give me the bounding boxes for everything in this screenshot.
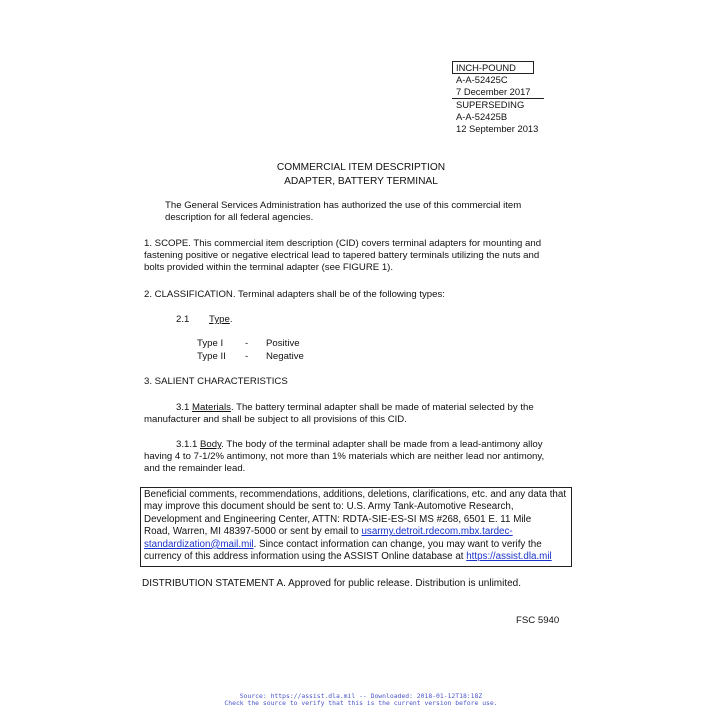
document-title: COMMERCIAL ITEM DESCRIPTION — [276, 162, 446, 173]
materials-line-1 — [176, 402, 534, 414]
scope-line-1: 1. SCOPE. This commercial item description (CID) covers terminal adapters for mounting and — [144, 238, 542, 249]
footer-source: Source: https://assist.dla.mil -- Downloaded: 2018-01-12T18:18Z — [239, 692, 483, 700]
classification-heading: 2. CLASSIFICATION. Terminal adapters shall be of the following types: — [144, 289, 445, 300]
type-label: Type II — [197, 351, 226, 362]
document-subtitle: ADAPTER, BATTERY TERMINAL — [284, 176, 438, 187]
materials-number: 3.1 — [176, 402, 193, 413]
body-text: . The body of the terminal adapter shall be made from a lead-antimony alloy — [221, 439, 543, 450]
superseded-number: A-A-52425B — [456, 111, 508, 122]
comments-line-4 — [144, 526, 576, 538]
comments-line-1: Beneficial comments, recommendations, additions, deletions, clarifications, etc. and any data that — [144, 489, 567, 500]
body-number: 3.1.1 — [176, 439, 201, 450]
superseded-date: 12 September 2013 — [456, 123, 539, 134]
type-subsection-title-text: Type — [209, 314, 230, 325]
materials-text: . The battery terminal adapter shall be made of material selected by the — [230, 402, 534, 413]
comments-text — [144, 489, 576, 563]
type-row — [0, 351, 722, 364]
superseding-label: SUPERSEDING — [456, 99, 525, 110]
scope-line-3: bolts provided within the terminal adapter (see FIGURE 1). — [144, 262, 394, 273]
distribution-statement: DISTRIBUTION STATEMENT A. Approved for public release. Distribution is unlimited. — [142, 578, 522, 589]
comments-line-2: may improve this document should be sent to: U.S. Army Tank-Automotive Research, — [144, 501, 514, 513]
email-link-continued[interactable]: standardization@mail.mil — [144, 538, 254, 550]
inch-pound-label: INCH-POUND — [456, 62, 516, 73]
materials-title: Materials — [192, 402, 231, 413]
authorization-line-1: The General Services Administration has authorized the use of this commercial item — [165, 200, 522, 211]
type-label: Type I — [197, 338, 224, 349]
comments-line-5 — [144, 539, 576, 551]
scope-line-2: fastening positive or negative electrical lead to tapered battery terminals utilizing the nuts and — [144, 250, 540, 261]
comments-line-4-text: Road, Warren, MI 48397-5000 or sent by email to — [144, 526, 362, 538]
type-subsection-title-period: . — [229, 314, 233, 325]
document-date: 7 December 2017 — [456, 86, 531, 97]
type-row — [0, 338, 722, 351]
comments-line-3: Development and Engineering Center, ATTN: RDTA-SIE-ES-SI MS #268, 6501 E. 11 Mile — [144, 513, 532, 525]
fsc-code: FSC 5940 — [516, 615, 560, 626]
body-title: Body — [200, 439, 222, 450]
salient-heading: 3. SALIENT CHARACTERISTICS — [144, 376, 288, 387]
comments-line-6 — [144, 551, 576, 563]
body-line-3: and the remainder lead. — [144, 463, 246, 474]
body-line-1 — [176, 439, 543, 451]
type-dash: - — [245, 351, 249, 362]
type-subsection-title — [209, 314, 232, 326]
type-subsection-number: 2.1 — [176, 314, 190, 325]
materials-line-2: manufacturer and shall be subject to all provisions of this CID. — [144, 414, 407, 425]
type-value: Negative — [266, 351, 304, 362]
document-number: A-A-52425C — [456, 74, 508, 85]
type-value: Positive — [266, 338, 300, 349]
footer-verify: Check the source to verify that this is the current version before use. — [224, 699, 498, 707]
body-line-2: having 4 to 7-1/2% antimony, not more than 1% materials which are neither lead nor antimony, — [144, 451, 545, 462]
email-link[interactable]: usarmy.detroit.rdecom.mbx.tardec- — [361, 526, 513, 538]
type-dash: - — [245, 338, 249, 349]
comments-line-5-text: . Since contact information can change, you may want to verify the — [253, 538, 542, 550]
assist-link[interactable]: https://assist.dla.mil — [466, 551, 552, 563]
comments-line-6-text: currency of this address information using the ASSIST Online database at — [144, 551, 467, 563]
authorization-line-2: description for all federal agencies. — [165, 212, 314, 223]
